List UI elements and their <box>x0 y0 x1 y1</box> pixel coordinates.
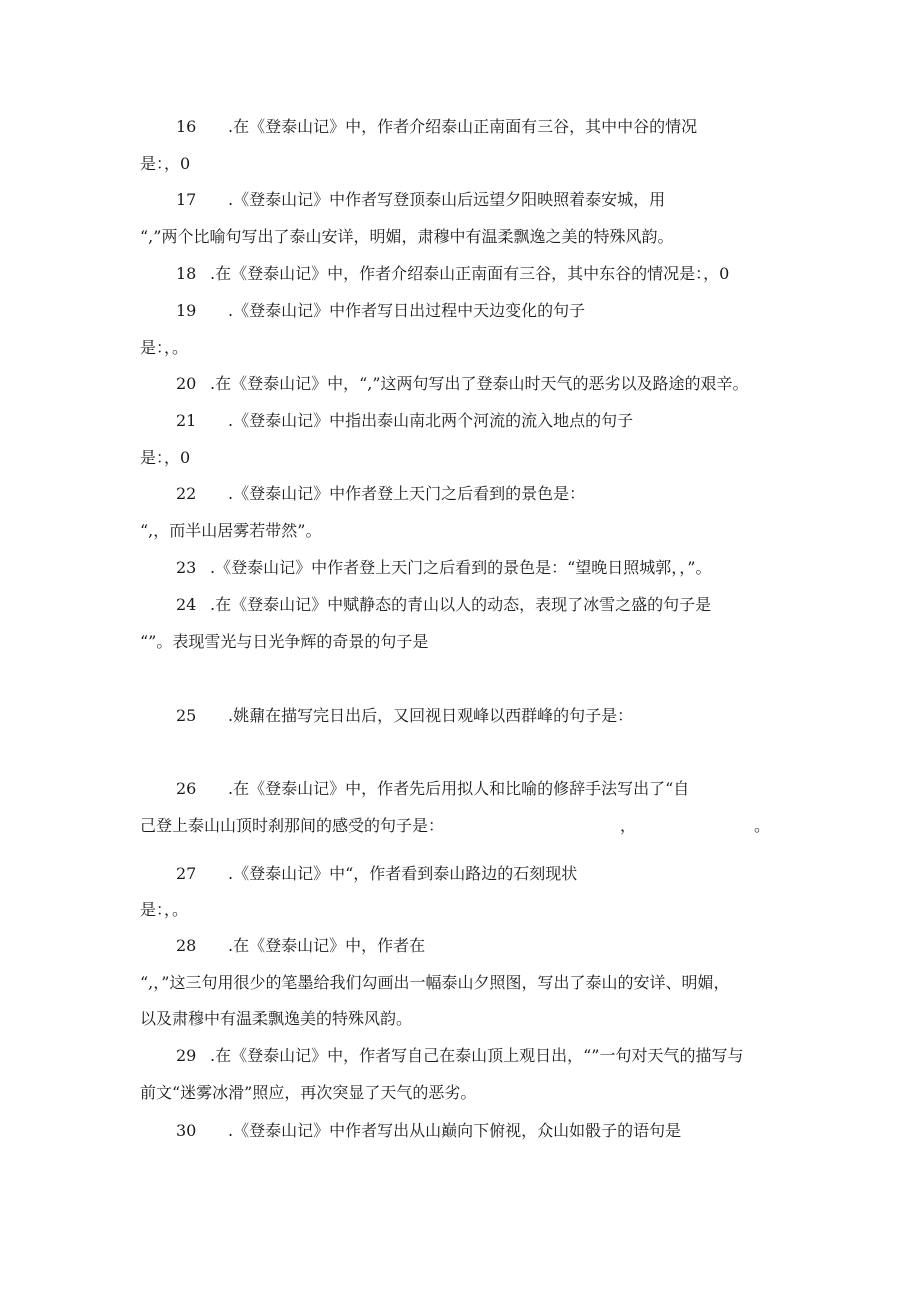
question-number: 20 <box>176 374 197 393</box>
question-text: .在《登泰山记》中，作者介绍泰山正南面有三谷，其中中谷的情况 <box>228 117 698 136</box>
question-number: 23 <box>176 558 197 577</box>
question-number: 30 <box>176 1121 197 1140</box>
question-number: 19 <box>176 301 197 320</box>
question-text: .在《登泰山记》中，作者介绍泰山正南面有三谷，其中东谷的情况是：，0 <box>210 264 730 283</box>
question-text: .《登泰山记》中作者登上天门之后看到的景色是：“望晚日照城郭，，”。 <box>210 558 712 577</box>
question-continuation: 是：，0 <box>140 448 191 467</box>
question-text: .在《登泰山记》中赋静态的青山以人的动态，表现了冰雪之盛的句子是 <box>210 595 712 614</box>
question-text: .《登泰山记》中作者登上天门之后看到的景色是： <box>228 484 586 503</box>
question-text: .《登泰山记》中“，作者看到泰山路边的石刻现状 <box>228 864 578 883</box>
question-number: 18 <box>176 264 197 283</box>
question-continuation: 是：，。 <box>140 338 189 357</box>
question-text: .姚鼐在描写完日出后，又回视日观峰以西群峰的句子是： <box>228 706 634 725</box>
question-continuation: 是：，。 <box>140 900 189 919</box>
question-continuation: “,，”这三句用很少的笔墨给我们勾画出一幅泰山夕照图，写出了泰山的安详、明媚， <box>140 973 730 992</box>
question-continuation: “,”两个比喻句写出了泰山安详，明媚，肃穆中有温柔飘逸之美的特殊风韵。 <box>140 227 674 246</box>
question-text: .《登泰山记》中作者写出从山巅向下俯视，众山如骰子的语句是 <box>228 1121 682 1140</box>
question-continuation: 己登上泰山山顶时刹那间的感受的句子是： <box>140 816 445 835</box>
question-continuation-2: 以及肃穆中有温柔飘逸美的特殊风韵。 <box>140 1009 413 1028</box>
question-text: .在《登泰山记》中，作者在 <box>228 936 426 955</box>
question-number: 24 <box>176 595 197 614</box>
question-text: .《登泰山记》中指出泰山南北两个河流的流入地点的句子 <box>228 411 634 430</box>
question-number: 17 <box>176 190 197 209</box>
question-number: 25 <box>176 706 197 725</box>
question-number: 21 <box>176 411 197 430</box>
question-continuation: “”。表现雪光与日光争辉的奇景的句子是 <box>140 632 429 651</box>
blank-end-mark: 。 <box>754 816 771 835</box>
question-text: .在《登泰山记》中，作者先后用拟人和比喻的修辞手法写出了“自 <box>228 779 690 798</box>
question-text: .《登泰山记》中作者写日出过程中天边变化的句子 <box>228 301 586 320</box>
question-text: .《登泰山记》中作者写登顶泰山后远望夕阳映照着泰安城，用 <box>228 190 666 209</box>
question-number: 26 <box>176 779 197 798</box>
question-text: .在《登泰山记》中，作者写自己在泰山顶上观日出，“”一句对天气的描写与 <box>210 1046 744 1065</box>
question-text: .在《登泰山记》中，“,”这两句写出了登泰山时天气的恶劣以及路途的艰辛。 <box>210 374 749 393</box>
question-continuation: “,，而半山居雾若带然”。 <box>140 521 322 540</box>
question-number: 29 <box>176 1046 197 1065</box>
question-number: 28 <box>176 936 197 955</box>
blank-separator: ， <box>620 816 637 835</box>
question-number: 27 <box>176 864 197 883</box>
question-continuation: 是：，0 <box>140 154 191 173</box>
question-number: 16 <box>176 117 197 136</box>
question-continuation: 前文“迷雾冰滑”照应，再次突显了天气的恶劣。 <box>140 1083 477 1102</box>
question-number: 22 <box>176 484 197 503</box>
